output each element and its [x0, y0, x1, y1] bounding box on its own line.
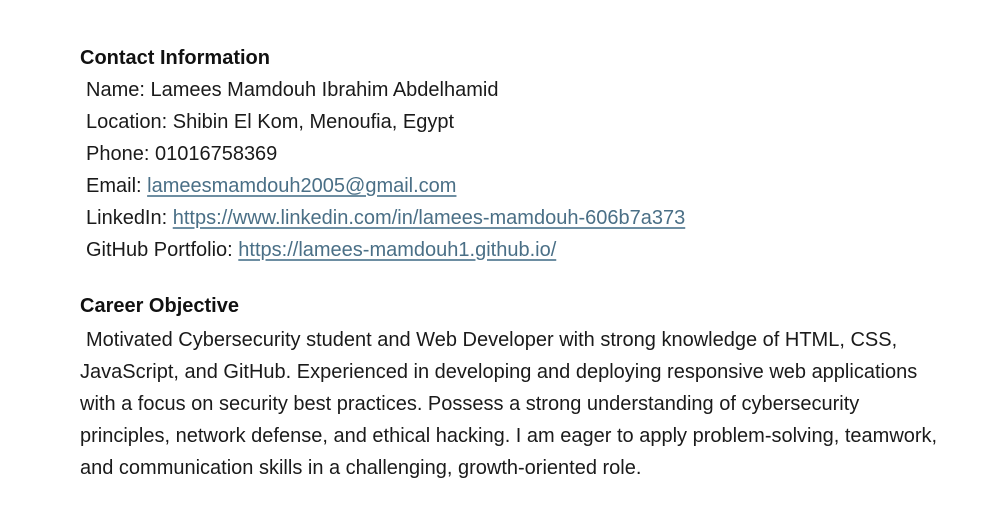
phone-value: 01016758369 — [154, 143, 278, 165]
objective-section — [80, 292, 960, 484]
resume-page — [80, 44, 960, 484]
name-value: Lamees Mamdouh Ibrahim Abdelhamid — [150, 79, 499, 101]
name-label: Name: — [86, 79, 151, 101]
location-value: Shibin El Kom, Menoufia, Egypt — [172, 111, 454, 133]
contact-section — [80, 44, 960, 266]
contact-phone-row — [80, 138, 960, 170]
github-label: GitHub Portfolio: — [86, 239, 239, 261]
github-link[interactable]: https://lamees-mamdouh1.github.io/ — [238, 239, 557, 261]
contact-github-row — [80, 234, 960, 266]
email-label: Email: — [86, 175, 148, 197]
contact-email-row — [80, 170, 960, 202]
contact-linkedin-row — [80, 202, 960, 234]
contact-location-row — [80, 106, 960, 138]
contact-name-row — [80, 74, 960, 106]
location-label: Location: — [86, 111, 173, 133]
contact-heading: Contact Information — [80, 47, 270, 69]
email-link[interactable]: lameesmamdouh2005@gmail.com — [147, 175, 457, 197]
objective-heading: Career Objective — [80, 295, 239, 317]
linkedin-label: LinkedIn: — [86, 207, 173, 229]
linkedin-link[interactable]: https://www.linkedin.com/in/lamees-mamdouh-606b7a373 — [172, 207, 686, 229]
objective-paragraph: Motivated Cybersecurity student and Web Developer with strong knowledge of HTML, CSS, JavaScript, and GitHub. Experienced in developing and deploying responsive web applications with a focus on security best practices. Possess a strong understanding of cybersecurity principles, network defense, and ethical hacking. I am eager to apply problem-solving, teamwork, and communication skills in a challenging, growth-oriented role. — [80, 329, 938, 479]
contact-list — [80, 74, 960, 266]
phone-label: Phone: — [86, 143, 155, 165]
